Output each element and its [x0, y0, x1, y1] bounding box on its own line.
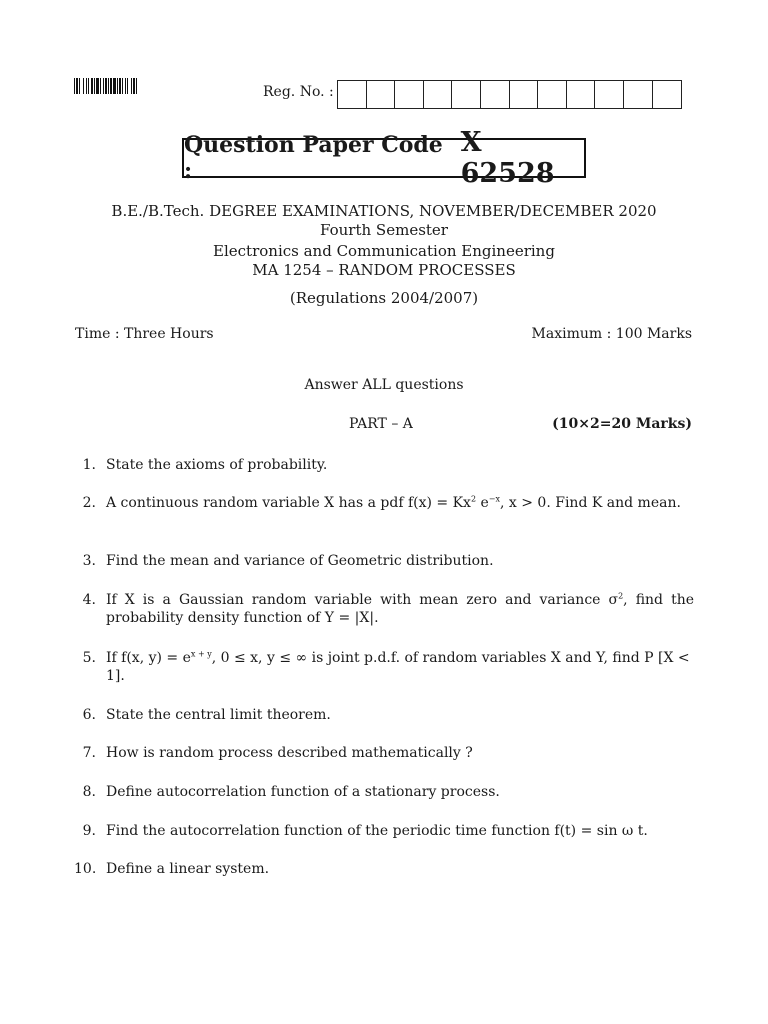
reg-no-digit-box	[567, 81, 596, 108]
question-item	[74, 706, 694, 724]
part-a-title: PART – A	[349, 416, 413, 432]
question-item	[74, 860, 694, 878]
question-number: 10.	[74, 861, 97, 877]
question-number: 9.	[82, 823, 96, 839]
question-text: A continuous random variable X has a pdf $f(x) = Kx^2$ $e^{-x}$, x > 0. Find K and mean.	[106, 494, 681, 511]
question-item	[74, 822, 694, 840]
reg-no-digit-box	[624, 81, 653, 108]
question-number: 8.	[82, 784, 96, 800]
question-text: State the central limit theorem.	[106, 707, 331, 723]
reg-no-digit-box	[367, 81, 396, 108]
question-item	[74, 783, 694, 801]
part-a-marks: (10×2=20 Marks)	[552, 416, 692, 432]
question-number: 3.	[82, 553, 96, 569]
max-marks-label: Maximum : 100 Marks	[531, 326, 692, 342]
question-text: Find the autocorrelation function of the periodic time function f(t) = sin ω t.	[106, 823, 648, 839]
exam-title: B.E./B.Tech. DEGREE EXAMINATIONS, NOVEMBER/DECEMBER 2020	[111, 202, 657, 220]
reg-no-digit-box	[395, 81, 424, 108]
question-item	[74, 649, 694, 685]
reg-no-digit-box	[452, 81, 481, 108]
reg-no-digit-box	[338, 81, 367, 108]
question-paper-code-label: Question Paper Code :	[184, 132, 443, 184]
question-item	[74, 494, 694, 512]
question-text: Define autocorrelation function of a stationary process.	[106, 784, 500, 800]
question-number: 5.	[82, 650, 96, 666]
reg-no-boxes	[337, 80, 682, 109]
reg-no-digit-box	[510, 81, 539, 108]
time-label: Time : Three Hours	[75, 326, 214, 342]
question-paper-code-value: X 62528	[460, 127, 555, 189]
semester: Fourth Semester	[320, 221, 448, 239]
question-paper-code-box	[182, 127, 586, 189]
instruction: Answer ALL questions	[304, 377, 464, 393]
subject: MA 1254 – RANDOM PROCESSES	[252, 261, 516, 279]
question-number: 4.	[82, 592, 96, 608]
question-item	[74, 744, 694, 762]
question-number: 7.	[82, 745, 96, 761]
question-item	[74, 552, 694, 570]
barcode-image	[74, 78, 188, 94]
question-text: If f(x, $y) = e^{x + y}$, 0 ≤ x, y ≤ ∞ is joint p.d.f. of random variables X and Y, find P [X < 1].	[106, 649, 690, 684]
reg-no-digit-box	[481, 81, 510, 108]
reg-no-label: Reg. No. :	[263, 84, 334, 100]
question-number: 6.	[82, 707, 96, 723]
question-text: Find the mean and variance of Geometric distribution.	[106, 553, 494, 569]
question-number: 2.	[82, 495, 96, 511]
reg-no-digit-box	[538, 81, 567, 108]
department: Electronics and Communication Engineering	[213, 242, 555, 260]
reg-no-digit-box	[424, 81, 453, 108]
question-text: How is random process described mathematically ?	[106, 745, 473, 761]
reg-no-digit-box	[653, 81, 682, 108]
question-number: 1.	[82, 457, 96, 473]
question-item	[74, 591, 694, 627]
question-item	[74, 456, 694, 474]
reg-no-digit-box	[595, 81, 624, 108]
regulations: (Regulations 2004/2007)	[289, 289, 479, 307]
question-text: Define a linear system.	[106, 861, 270, 877]
question-text: If X is a Gaussian random variable with mean zero and variance $\sigma^2$, find the probability density function of Y = |X|.	[106, 591, 694, 626]
question-text: State the axioms of probability.	[106, 457, 328, 473]
